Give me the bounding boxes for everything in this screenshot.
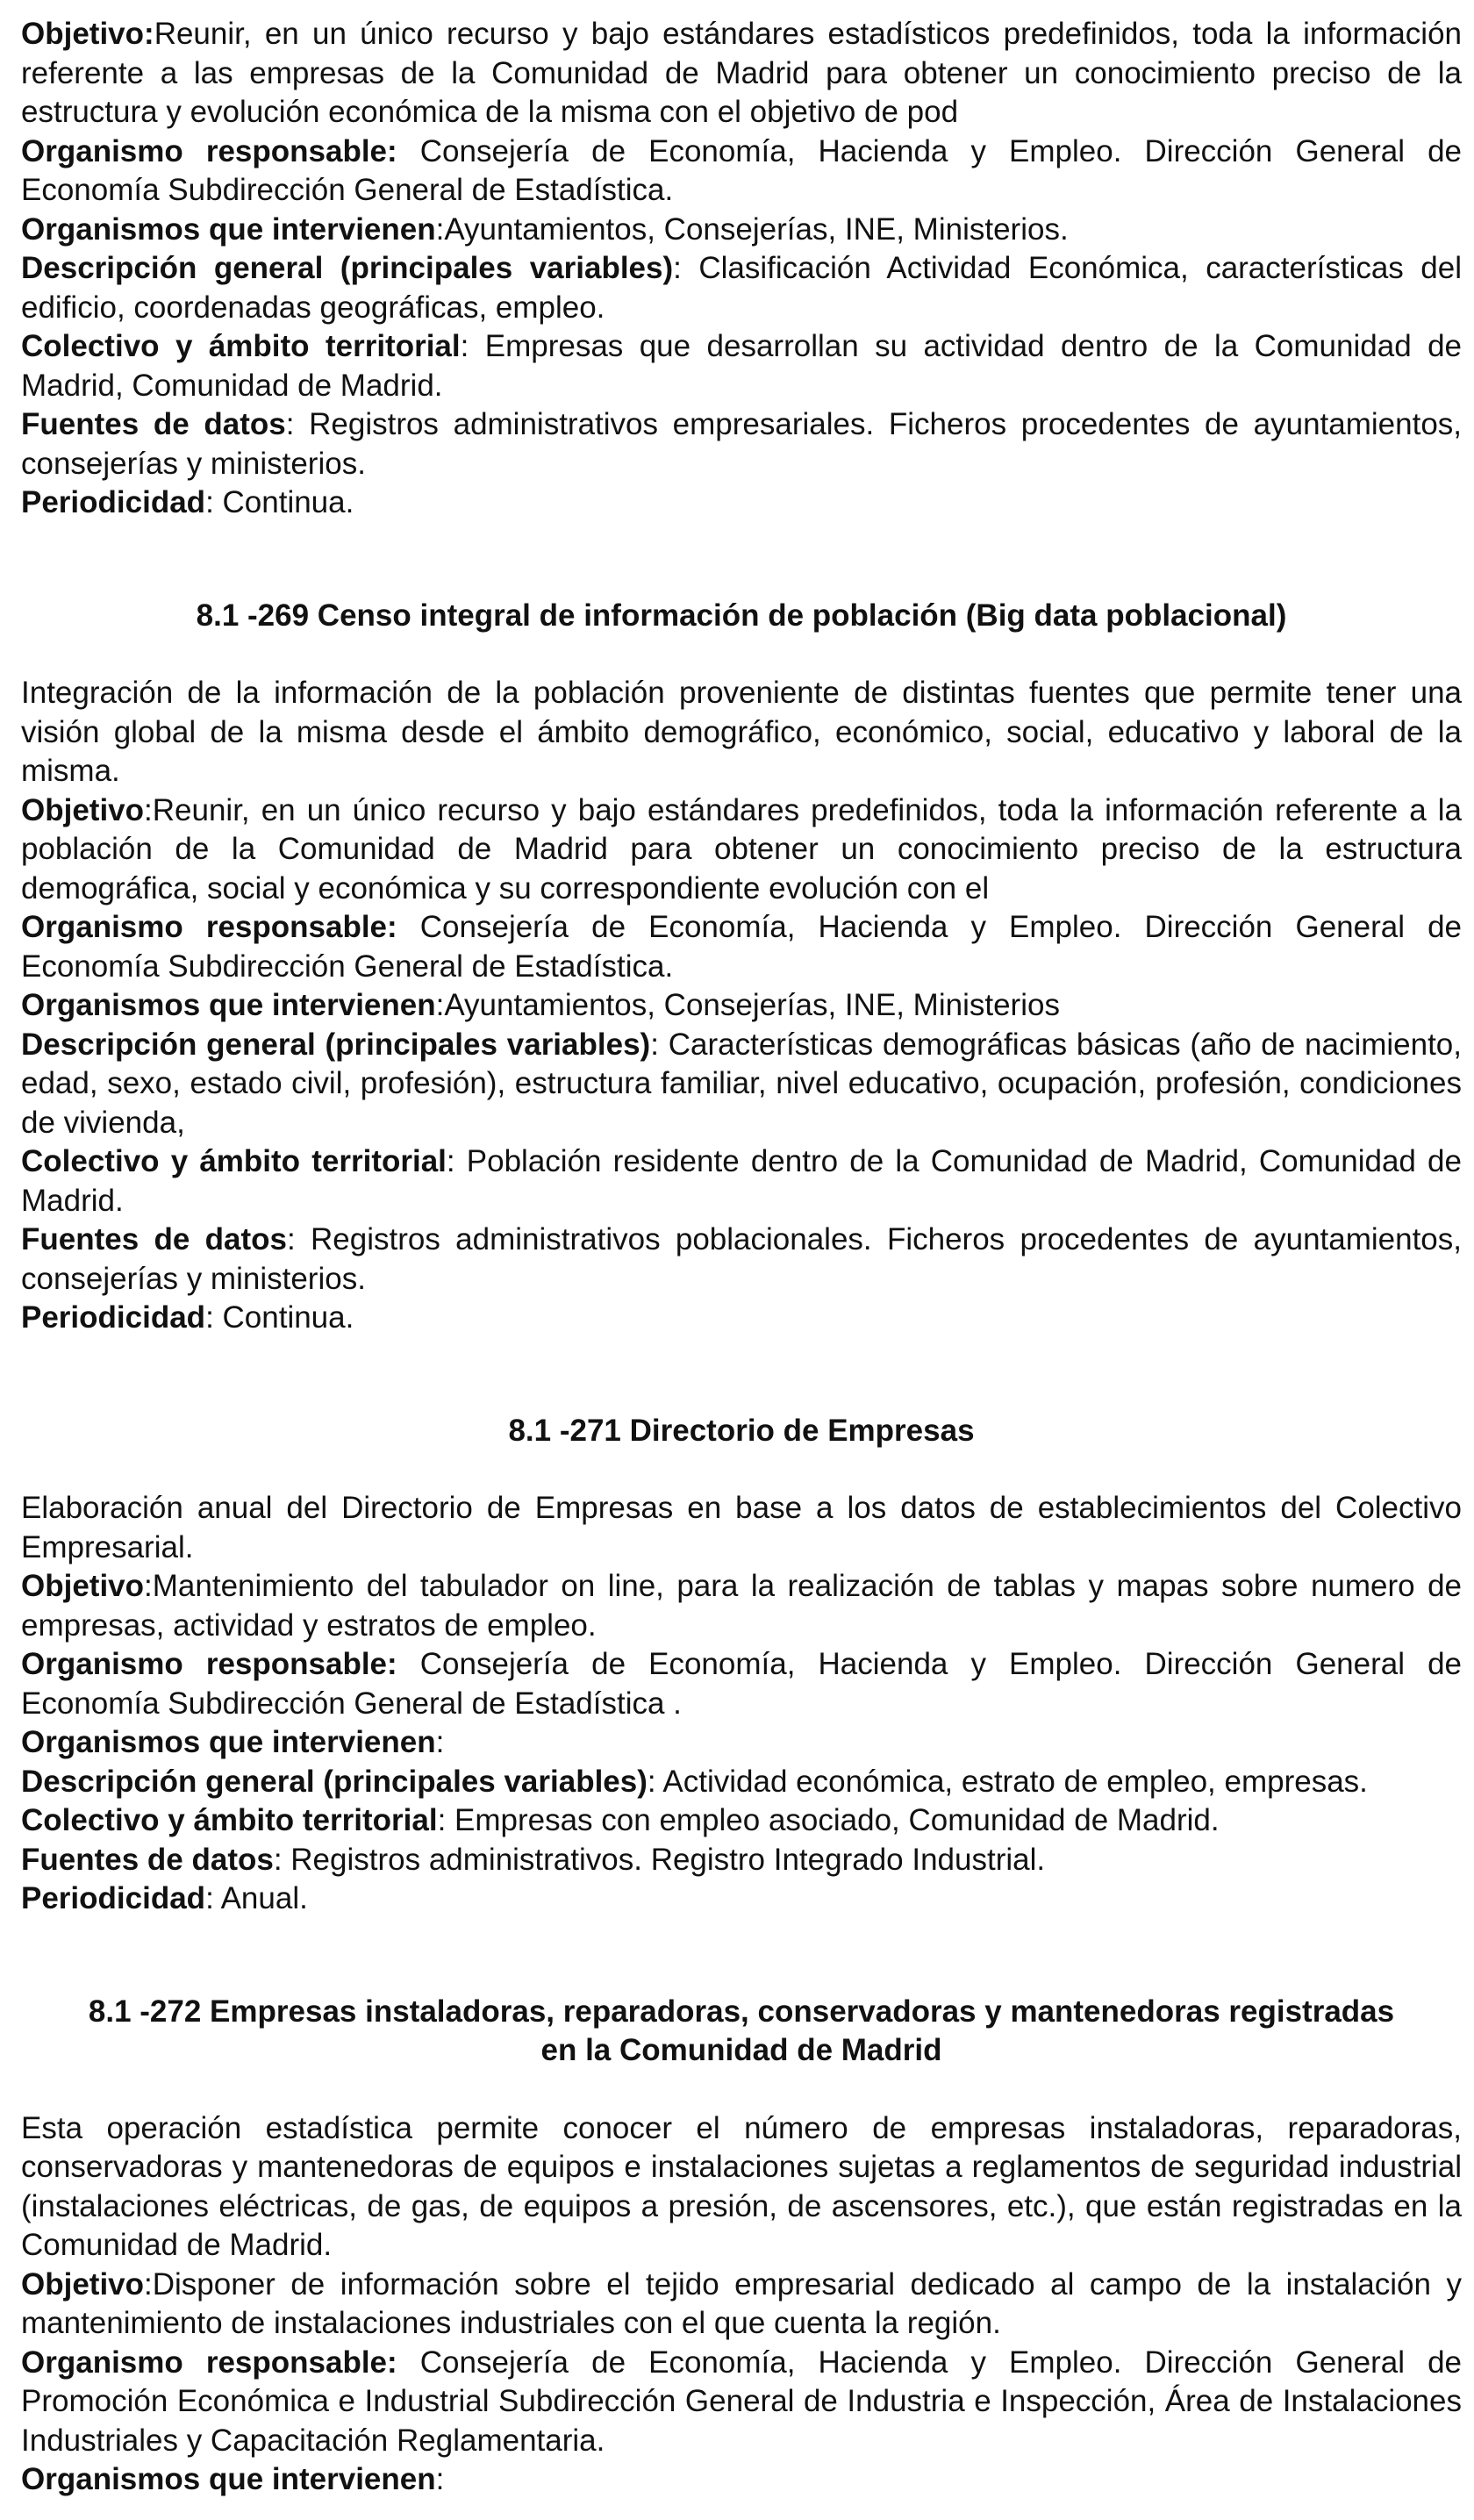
field-paragraph <box>21 249 1462 327</box>
field-paragraph <box>21 15 1462 132</box>
field-label: Organismos que intervienen <box>21 1725 436 1759</box>
field-paragraph <box>21 986 1462 1026</box>
field-text: :Ayuntamientos, Consejerías, INE, Ministerios <box>435 988 1060 1022</box>
field-paragraph <box>21 2344 1462 2461</box>
field-paragraph <box>21 1723 1462 1763</box>
field-text: : Población residente dentro de la Comunidad de Madrid, Comunidad de Madrid. <box>21 1144 1462 1218</box>
field-label: Organismo responsable: <box>21 1647 397 1681</box>
heading-line: 8.1 -271 Directorio de Empresas <box>508 1413 975 1448</box>
field-text: Consejería de Economía, Hacienda y Empleo. Dirección General de Economía Subdirección General de Estadística. <box>21 910 1462 984</box>
field-paragraph <box>21 908 1462 986</box>
field-paragraph <box>21 405 1462 483</box>
operation-section <box>21 1412 1462 1919</box>
field-paragraph <box>21 1645 1462 1723</box>
field-text: : <box>435 2462 445 2496</box>
field-text: : Registros administrativos empresariales. Ficheros procedentes de ayuntamientos, consejerías y ministerios. <box>21 407 1463 481</box>
field-label: Organismo responsable: <box>21 910 397 944</box>
field-paragraph <box>21 1299 1462 1338</box>
field-text: Consejería de Economía, Hacienda y Empleo. Dirección General de Economía Subdirección General de Estadística. <box>21 133 1462 207</box>
heading-line: 8.1 -269 Censo integral de información de población (Big data poblacional) <box>196 598 1287 633</box>
field-text: :Ayuntamientos, Consejerías, INE, Ministerios. <box>435 211 1069 247</box>
field-text: Consejería de Economía, Hacienda y Empleo. Dirección General de Economía Subdirección General de Estadística . <box>21 1647 1462 1721</box>
field-paragraph <box>21 1801 1462 1841</box>
field-paragraph <box>21 1026 1462 1143</box>
field-text: : <box>435 1725 445 1759</box>
section-heading <box>21 597 1462 636</box>
field-label: Organismo responsable: <box>21 133 397 168</box>
field-paragraph <box>21 791 1462 909</box>
field-text: Consejería de Economía, Hacienda y Empleo. Dirección General de Promoción Económica e Industrial Subdirección General de Industria e Inspección, Área de Instalaciones Industriales y Capacitación Reglamentaria. <box>21 2345 1462 2458</box>
operation-section <box>21 597 1462 1338</box>
field-paragraph <box>21 1489 1462 1567</box>
field-paragraph <box>21 1841 1462 1880</box>
field-text: Integración de la información de la población proveniente de distintas fuentes que permite tener una visión global de la misma desde el ámbito demográfico, económico, social, educativo y laboral de la misma. <box>21 676 1462 788</box>
section-heading <box>21 1993 1462 2071</box>
field-text: :Reunir, en un único recurso y bajo estándares predefinidos, toda la información referente a la población de la Comunidad de Madrid para obtener un conocimiento preciso de la estructura demográfica, social y económica y su correspondiente evolución con el <box>21 792 1462 906</box>
field-text: : Características demográficas básicas (año de nacimiento, edad, sexo, estado civil, profesión), estructura familiar, nivel educativo, ocupación, profesión, condiciones de vivienda, <box>21 1027 1462 1140</box>
field-label: Periodicidad <box>21 1881 206 1915</box>
field-text: Esta operación estadística permite conocer el número de empresas instaladoras, reparadoras, conservadoras y mantenedoras de equipos e instalaciones sujetas a reglamentos de seguridad industrial (instalaciones eléctricas, de gas, de equipos a presión, de ascensores, etc.), que están registradas en la Comunidad de Madrid. <box>21 2110 1462 2262</box>
operation-section <box>21 15 1462 523</box>
field-text: Elaboración anual del Directorio de Empresas en base a los datos de establecimientos del Colectivo Empresarial. <box>21 1491 1462 1564</box>
field-text: : Registros administrativos poblacionales. Ficheros procedentes de ayuntamientos, consejerías y ministerios. <box>21 1222 1463 1296</box>
field-label: Fuentes de datos <box>21 407 286 441</box>
field-text: :Mantenimiento del tabulador on line, para la realización de tablas y mapas sobre numero de empresas, actividad y estratos de empleo. <box>21 1569 1462 1643</box>
field-paragraph <box>21 211 1462 250</box>
field-text: : Anual. <box>205 1881 308 1915</box>
field-label: Descripción general (principales variables) <box>21 251 674 285</box>
field-paragraph <box>21 2109 1462 2266</box>
field-label: Colectivo y ámbito territorial <box>21 329 461 363</box>
field-paragraph <box>21 1567 1462 1645</box>
field-text: : Registros administrativos. Registro Integrado Industrial. <box>273 1842 1046 1877</box>
heading-line: en la Comunidad de Madrid <box>540 2033 942 2067</box>
field-label: Objetivo <box>21 792 145 827</box>
field-label: Descripción general (principales variables) <box>21 1764 648 1799</box>
field-paragraph <box>21 1221 1462 1299</box>
document-page <box>21 15 1462 2500</box>
field-label: Organismo responsable: <box>21 2345 397 2380</box>
field-text: : Actividad económica, estrato de empleo, empresas. <box>647 1764 1368 1799</box>
field-paragraph <box>21 1142 1462 1221</box>
field-label: Organismos que intervienen <box>21 2462 436 2496</box>
heading-line: 8.1 -272 Empresas instaladoras, reparadoras, conservadoras y mantenedoras registradas <box>88 1994 1395 2029</box>
field-paragraph <box>21 483 1462 523</box>
field-paragraph <box>21 2266 1462 2344</box>
field-text: : Clasificación Actividad Económica, características del edificio, coordenadas geográficas, empleo. <box>21 251 1462 325</box>
field-text: : Empresas que desarrollan su actividad dentro de la Comunidad de Madrid, Comunidad de Madrid. <box>21 329 1462 403</box>
field-text: : Empresas con empleo asociado, Comunidad de Madrid. <box>437 1803 1220 1837</box>
field-label: Colectivo y ámbito territorial <box>21 1803 438 1837</box>
field-label: Objetivo: <box>21 17 154 51</box>
field-paragraph <box>21 1879 1462 1919</box>
field-text: : Continua. <box>205 485 354 519</box>
field-text: Reunir, en un único recurso y bajo estándares estadísticos predefinidos, toda la información referente a las empresas de la Comunidad de Madrid para obtener un conocimiento preciso de la estructura y evolución económica de la misma con el objetivo de pod <box>21 17 1462 129</box>
field-label: Periodicidad <box>21 485 206 519</box>
field-label: Fuentes de datos <box>21 1842 274 1877</box>
field-label: Periodicidad <box>21 1300 206 1335</box>
field-label: Organismos que intervienen <box>21 211 436 247</box>
field-label: Organismos que intervienen <box>21 988 436 1022</box>
operation-section <box>21 1993 1462 2500</box>
field-label: Objetivo <box>21 1569 145 1603</box>
field-paragraph <box>21 327 1462 405</box>
field-text: : Continua. <box>205 1300 354 1335</box>
field-paragraph <box>21 1763 1462 1802</box>
field-paragraph <box>21 674 1462 791</box>
field-paragraph <box>21 2460 1462 2500</box>
section-heading <box>21 1412 1462 1451</box>
field-label: Fuentes de datos <box>21 1222 287 1256</box>
field-label: Descripción general (principales variables) <box>21 1027 651 1062</box>
field-paragraph <box>21 132 1462 211</box>
field-label: Colectivo y ámbito territorial <box>21 1144 447 1178</box>
field-label: Objetivo <box>21 2266 145 2302</box>
field-text: :Disponer de información sobre el tejido empresarial dedicado al campo de la instalación y mantenimiento de instalaciones industriales con el que cuenta la región. <box>21 2266 1462 2340</box>
